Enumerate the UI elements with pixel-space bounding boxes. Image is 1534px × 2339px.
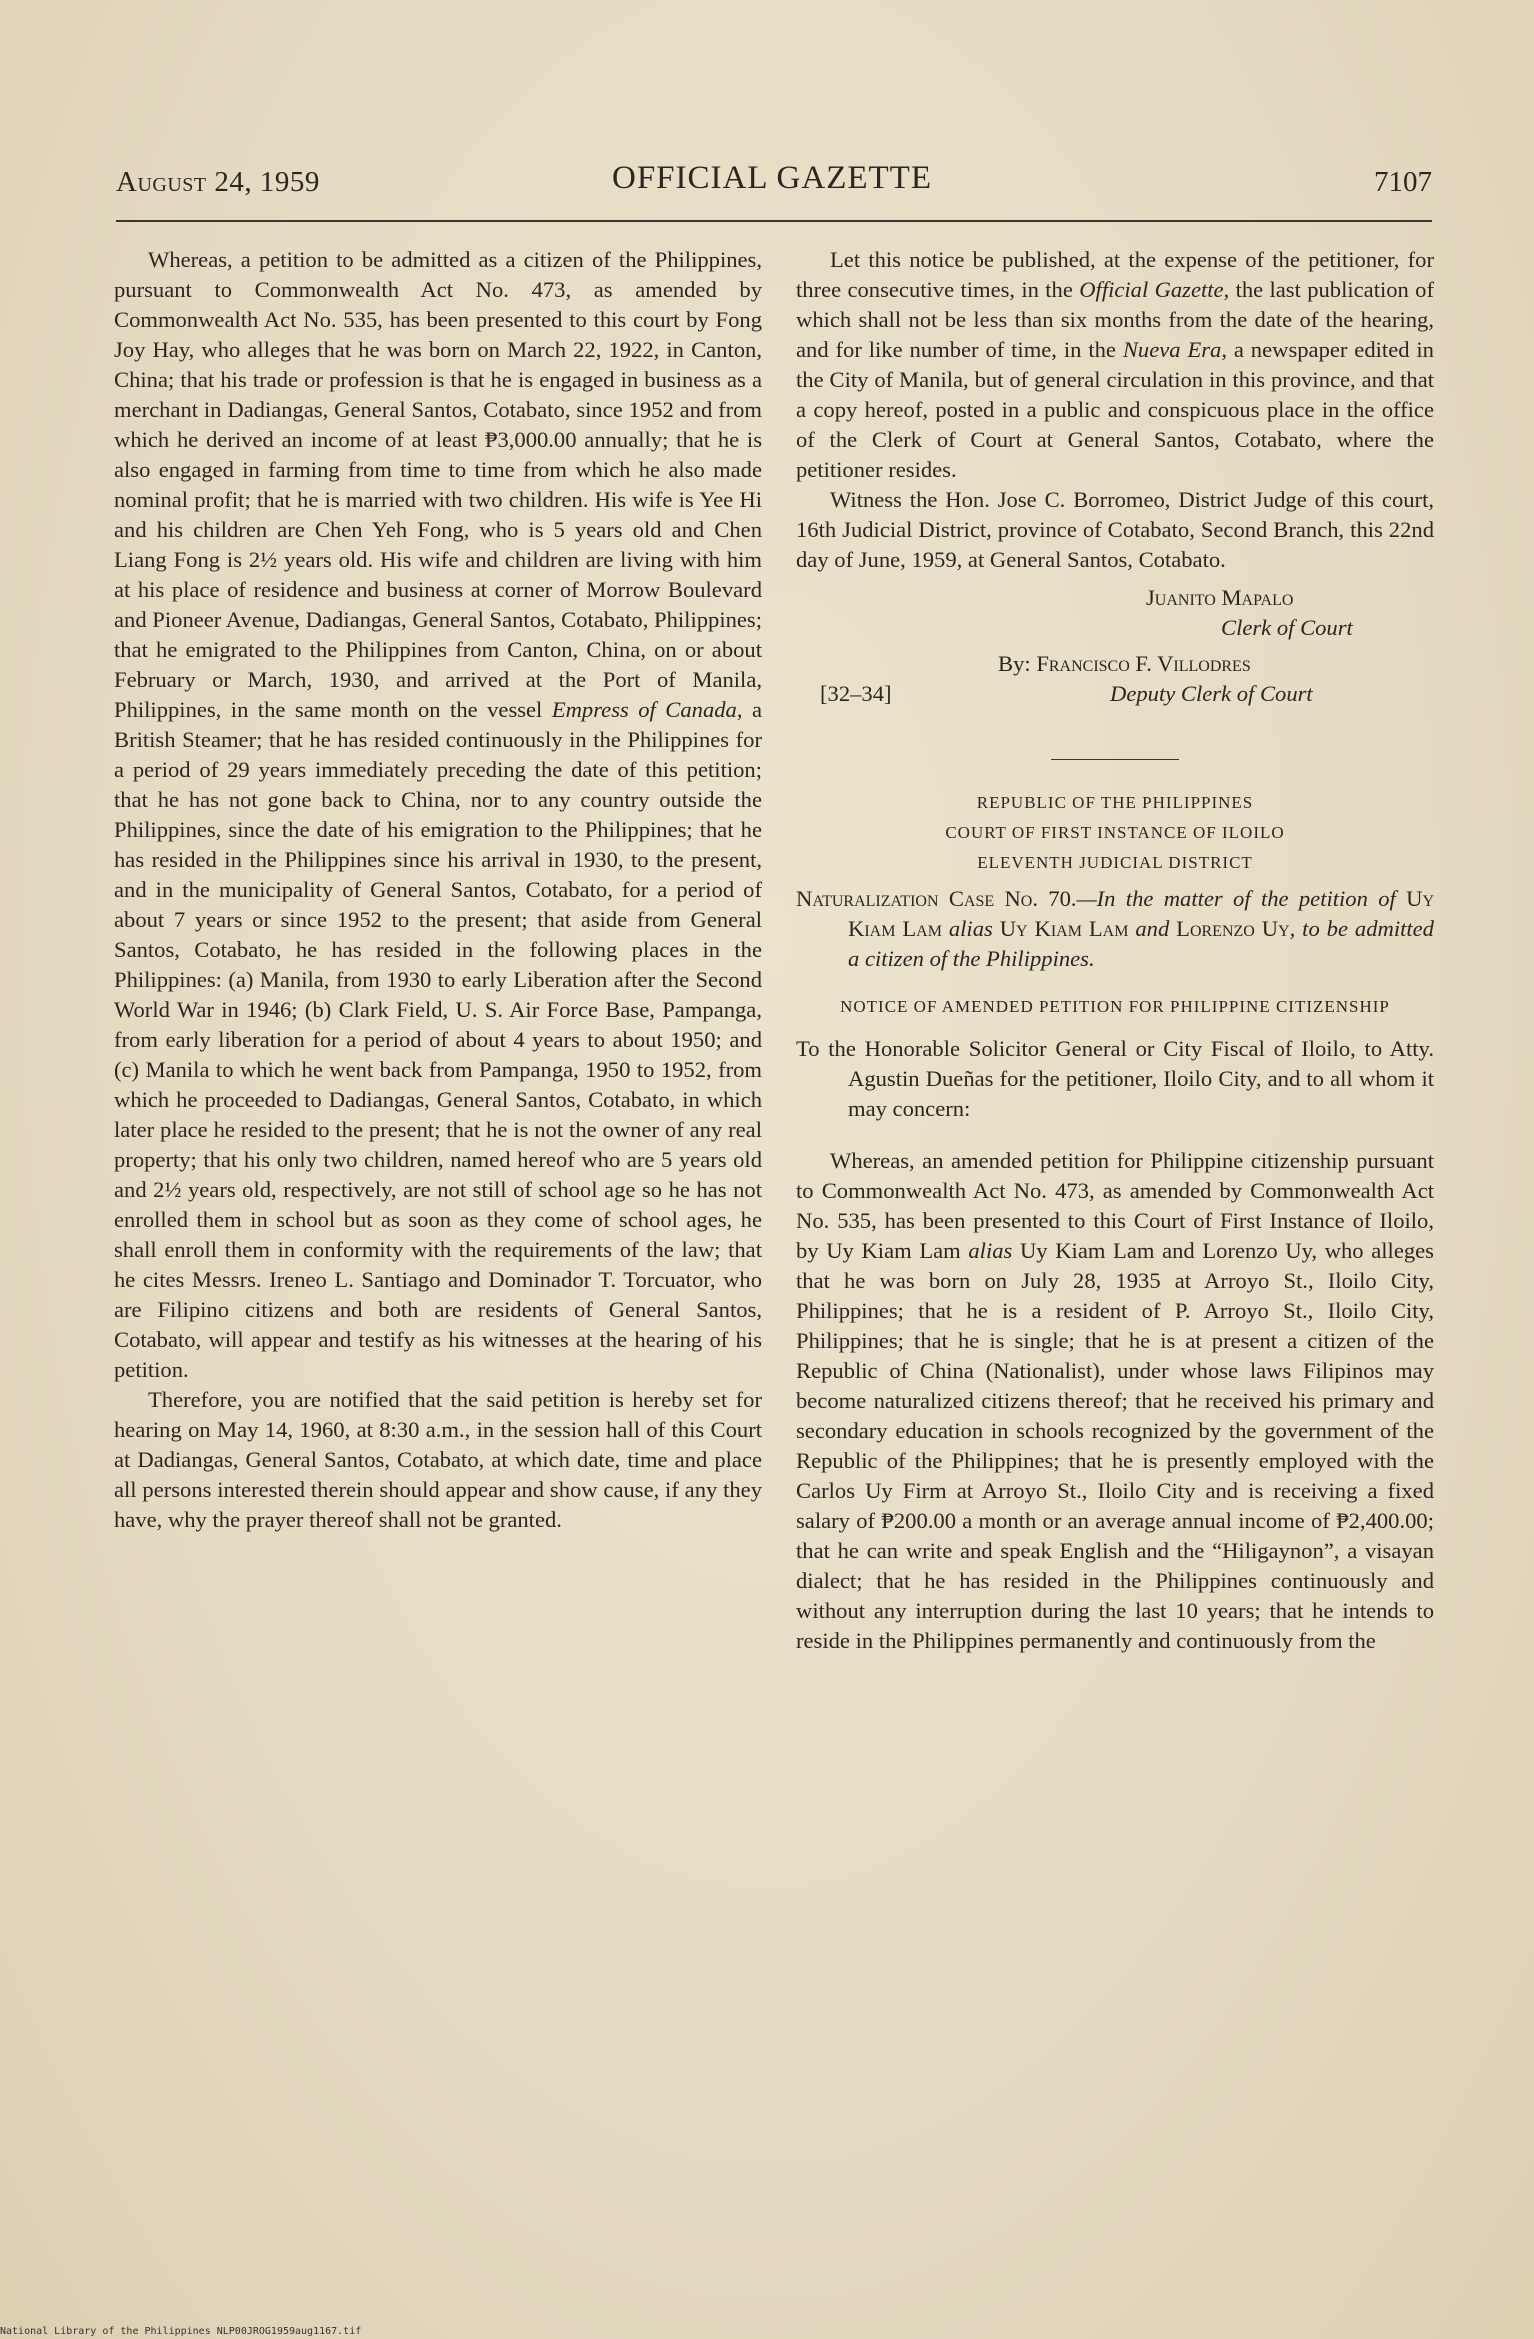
issue-reference: [32–34] [820, 681, 892, 706]
court-name: COURT OF FIRST INSTANCE OF ILOILO [945, 823, 1285, 842]
header-page-number: 7107 [1374, 166, 1432, 198]
addressee: To the Honorable Solicitor General or City Fiscal of Iloilo, to Atty. Agustin Dueñas for the petitioner, Iloilo City, and to all whom it may concern: [796, 1036, 1434, 1121]
by-label: By: [998, 651, 1031, 676]
deputy-name: Francisco F. Villodres [1036, 651, 1251, 676]
signer-title: Clerk of Court [1221, 615, 1353, 640]
newspaper-name: Nueva Era [1122, 337, 1222, 362]
court-district: ELEVENTH JUDICIAL DISTRICT [977, 853, 1253, 872]
signature-block [796, 583, 1434, 733]
section-divider [1051, 759, 1179, 760]
gazette-name: Official Gazette [1079, 277, 1224, 302]
court-republic: REPUBLIC OF THE PHILIPPINES [976, 793, 1254, 812]
deputy-title: Deputy Clerk of Court [1110, 681, 1313, 706]
scan-footer: National Library of the Philippines NLP00JROG1959aug1167.tif [0, 2326, 362, 2337]
left-column [114, 245, 762, 1535]
publication-paragraph: Let this notice be published, at the expense of the petitioner, for three consecutive times, in the Official Gazette, the last publication of which shall not be less than six months from the date of the hearing, and for like number of time, in the Nueva Era, a newspaper edited in the City of Manila, but of general circulation in this province, and that a copy hereof, posted in a public and conspicuous place in the office of the Clerk of Court at General Santos, Cotabato, where the petitioner resides. [796, 247, 1434, 482]
hearing-notice-paragraph: Therefore, you are notified that the said petition is hereby set for hearing on May 14, 1960, at 8:30 a.m., in the session hall of this Court at Dadiangas, General Santos, Cotabato, at which date, time and place all persons interested therein should appear and show cause, if any they have, why the prayer thereof shall not be granted. [114, 1387, 762, 1532]
case-label: Naturalization Case No. 70. [796, 886, 1077, 911]
header-rule [116, 220, 1432, 222]
vessel-name: Empress of Canada [551, 697, 737, 722]
header-date: August 24, 1959 [116, 166, 320, 198]
right-column [796, 245, 1434, 1656]
notice-title: NOTICE OF AMENDED PETITION FOR PHILIPPINE CITIZENSHIP [840, 997, 1390, 1016]
deputy-line [998, 649, 1251, 679]
court-header [796, 788, 1434, 878]
signer-name: Juanito Mapalo [1146, 585, 1294, 610]
witness-paragraph: Witness the Hon. Jose C. Borromeo, District Judge of this court, 16th Judicial District, province of Cotabato, Second Branch, this 22nd day of June, 1959, at General Santos, Cotabato. [796, 487, 1434, 572]
petition-paragraph: Whereas, a petition to be admitted as a citizen of the Philippines, pursuant to Commonwealth Act No. 473, as amended by Commonwealth Act No. 535, has been presented to this court by Fong Joy Hay, who alleges that he was born on March 22, 1922, in Canton, China; that his trade or profession is that he is engaged in business as a merchant in Dadiangas, General Santos, Cotabato, since 1952 and from which he derived an income of at least ₱3,000.00 annually; that he is also engaged in farming from time to time from which he also made nominal profit; that he is married with two children. His wife is Yee Hi and his children are Chen Yeh Fong, who is 5 years old and Chen Liang Fong is 2½ years old. His wife and children are living with him at his place of residence and business at corner of Morrow Boulevard and Pioneer Avenue, Dadiangas, General Santos, Cotabato, Philippines; that he emigrated to the Philippines from Canton, China, on or about February or March, 1930, and arrived at the Port of Manila, Philippines, in the same month on the vessel Empress of Canada, a British Steamer; that he has resided continuously in the Philippines for a period of 29 years immediately preceding the date of this petition; that he has not gone back to China, nor to any country outside the Philippines, since the date of his emigration to the Philippines; that he has resided in the Philippines since his arrival in 1930, to the present, and in the municipality of General Santos, Cotabato, for a period of about 7 years or since 1952 to the present; that aside from General Santos, Cotabato, he has resided in the following places in the Philippines: (a) Manila, from 1930 to early Liberation after the Second World War in 1946; (b) Clark Field, U. S. Air Force Base, Pampanga, from early liberation for a period of about 4 years to about 1950; and (c) Manila to which he went back from Pampanga, 1950 to 1952, from which he proceeded to Dadiangas, General Santos, Cotabato, in which later place he resided to the present; that he is not the owner of any real property; that his only two children, named hereof who are 5 years old and 2½ years old, respectively, are not still of school age so he has not enrolled them in school but as soon as they come of school ages, he shall enroll them in conformity with the requirements of the law; that he cites Messrs. Ireneo L. Santiago and Dominador T. Torcuator, who are Filipino citizens and both are residents of General Santos, Cotabato, will appear and testify as his witnesses at the hearing of his petition. [114, 247, 762, 1382]
header-title: OFFICIAL GAZETTE [612, 160, 932, 196]
case-title: Naturalization Case No. 70.—In the matter of the petition of Uy Kiam Lam alias Uy Kiam Lam and Lorenzo Uy, to be admitted a citizen of the Philippines. [796, 886, 1434, 971]
page-header [116, 160, 1432, 208]
amended-petition-paragraph: Whereas, an amended petition for Philippine citizenship pursuant to Commonwealth Act No. 473, as amended by Commonwealth Act No. 535, has been presented to this Court of First Instance of Iloilo, by Uy Kiam Lam alias Uy Kiam Lam and Lorenzo Uy, who alleges that he was born on July 28, 1935 at Arroyo St., Iloilo City, Philippines; that he is a resident of P. Arroyo St., Iloilo City, Philippines; that he is single; that he is at present a citizen of the Republic of China (Nationalist), under whose laws Filipinos may become naturalized citizens thereof; that he received his primary and secondary education in schools recognized by the government of the Republic of the Philippines; that he is presently employed with the Carlos Uy Firm at Arroyo St., Iloilo City and is receiving a fixed salary of ₱200.00 a month or an average annual income of ₱2,400.00; that he can write and speak English and the “Hiligaynon”, a visayan dialect; that he has resided in the Philippines continuously and without any interruption during the last 10 years; that he intends to reside in the Philippines permanently and continuously from the [796, 1148, 1434, 1653]
